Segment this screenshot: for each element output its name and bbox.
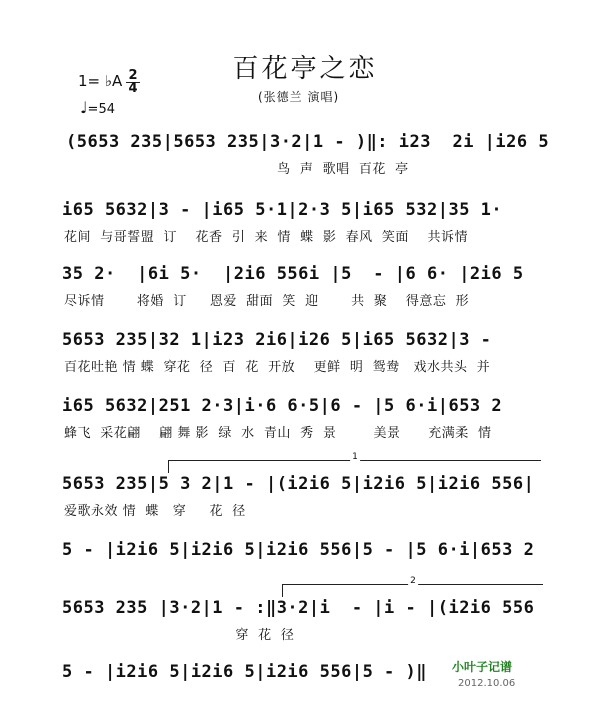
notes-line: 5653 235 |3·2|1 - :‖3·2|i - |i - |(i2i6 556	[62, 598, 535, 618]
notes-line: 5 - |i2i6 5|i2i6 5|i2i6 556|5 - )‖	[62, 662, 427, 682]
tempo-marking	[80, 98, 115, 117]
tempo-value: =54	[87, 102, 115, 117]
lyrics-line: 穿 花 径	[64, 628, 295, 643]
volta-label: 1	[352, 452, 358, 462]
notes-line: 5653 235|32 1|i23 2i6|i26 5|i65 5632|3 -	[62, 330, 492, 350]
notes-line: 35 2· |6i 5· |2i6 556i |5 - |6 6· |2i6 5	[62, 264, 524, 284]
key-signature: 1= ♭A	[78, 72, 123, 90]
lyrics-line: 鸟 声 歌唱 百花 亭	[64, 162, 409, 177]
lyrics-line: 蜂飞 采花翩 翩 舞 影 绿 水 青山 秀 景 美景 充满柔 情	[64, 426, 492, 441]
lyrics-line: 爱歌永效 情 蝶 穿 花 径	[64, 504, 246, 519]
notes-line: 5 - |i2i6 5|i2i6 5|i2i6 556|5 - |5 6·i|653 2	[62, 540, 535, 560]
notes-line: i65 5632|251 2·3|i·6 6·5|6 - |5 6·i|653 2	[62, 396, 503, 416]
notes-line: i65 5632|3 - |i65 5·1|2·3 5|i65 532|35 1·	[62, 200, 503, 220]
quarter-note-icon: ♩	[80, 98, 88, 117]
time-denominator: 4	[128, 81, 138, 96]
page-title: 百花亭之恋	[232, 54, 378, 84]
notes-line: 5653 235|5 3 2|1 - |(i2i6 5|i2i6 5|i2i6 556|	[62, 474, 535, 494]
lyrics-line: 百花吐艳 情 蝶 穿花 径 百 花 开放 更鲜 明 鸳鸯 戏水共头 并	[64, 360, 491, 375]
lyrics-line: 尽诉情 将婚 订 恩爱 甜面 笑 迎 共 聚 得意忘 形	[64, 294, 470, 309]
time-signature	[126, 70, 140, 95]
transcriber-signature: 小叶子记谱	[452, 660, 513, 674]
time-numerator: 2	[126, 70, 140, 83]
transcription-date: 2012.10.06	[458, 678, 516, 689]
lyrics-line: 花间 与哥誓盟 订 花香 引 来 情 蝶 影 春风 笑面 共诉情	[64, 230, 468, 245]
volta-label: 2	[410, 576, 416, 586]
volta-ending	[282, 576, 543, 597]
volta-ending	[168, 452, 541, 473]
singer-credit: (张德兰 演唱)	[258, 90, 340, 104]
notes-line: (5653 235|5653 235|3·2|1 - )‖: i23 2i |i26 5	[66, 132, 550, 152]
